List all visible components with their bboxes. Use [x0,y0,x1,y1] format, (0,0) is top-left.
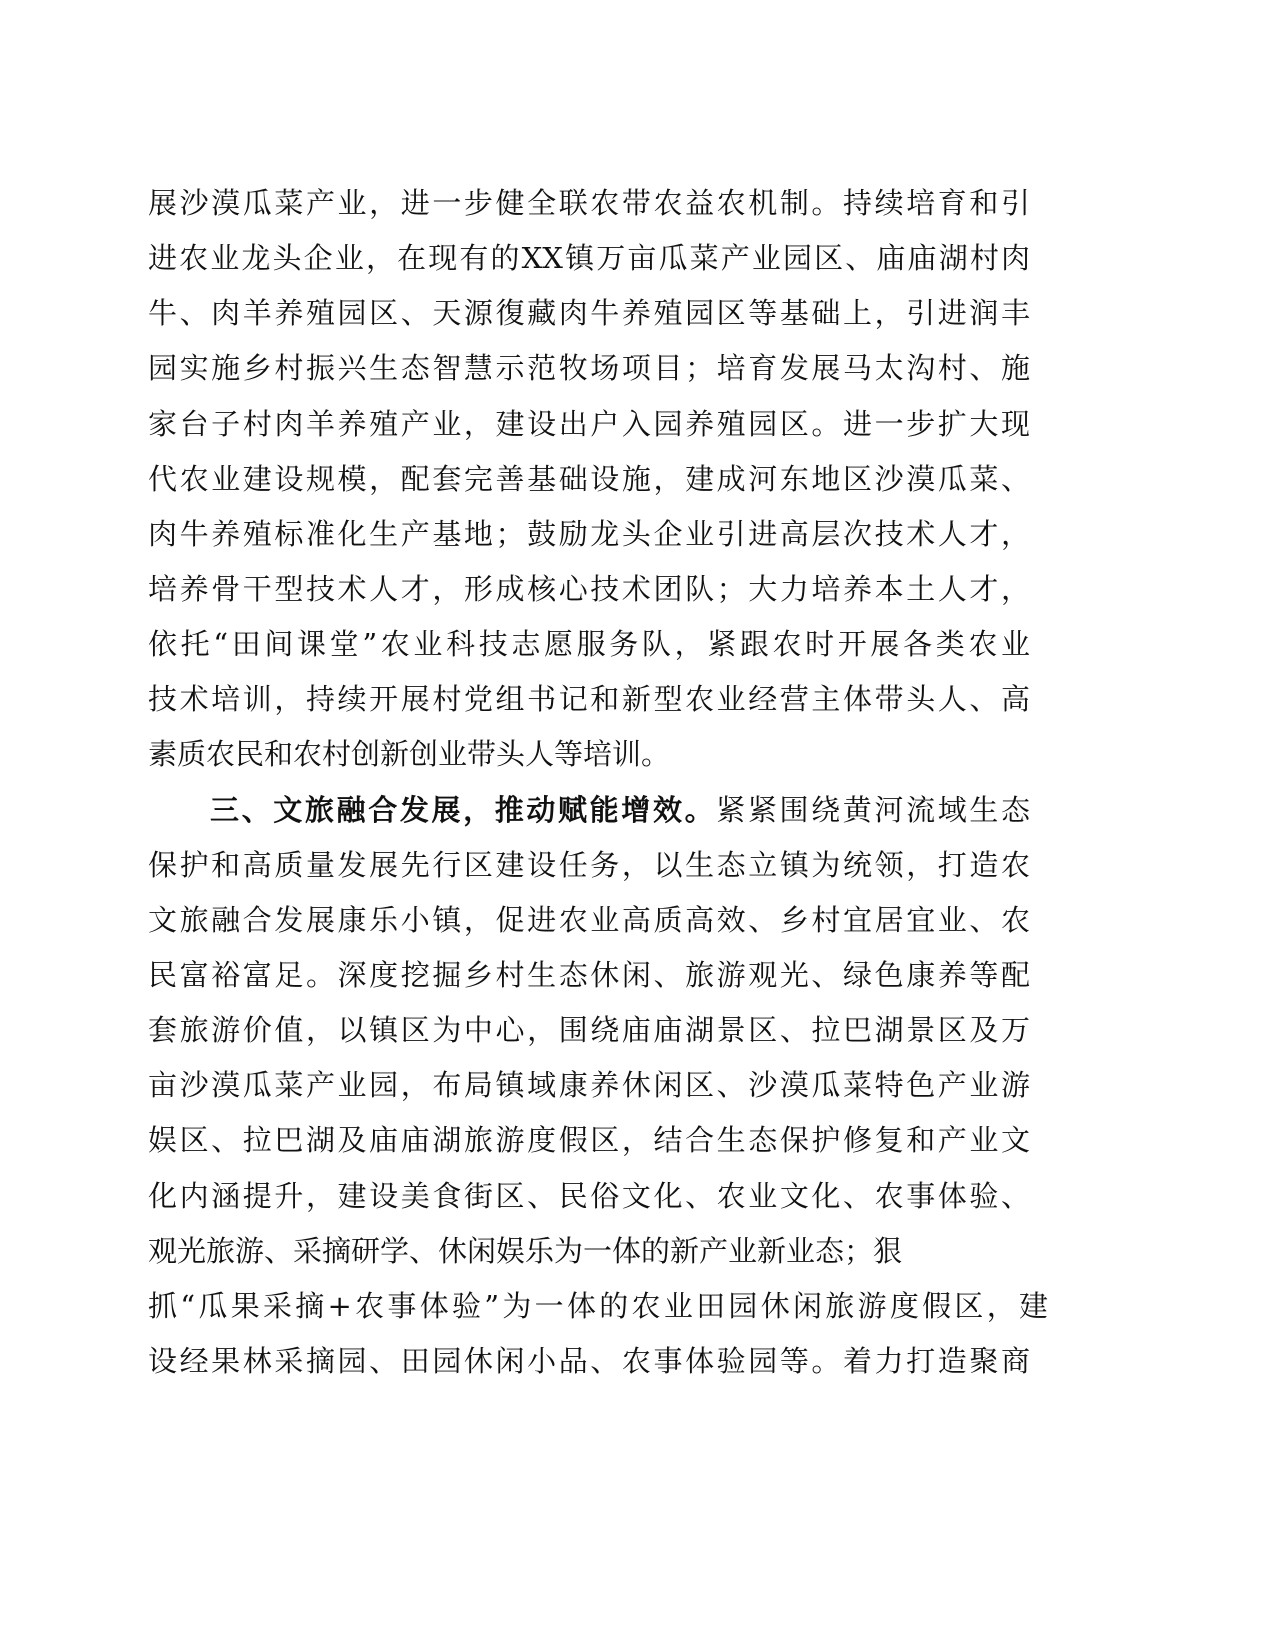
text-line: 文旅融合发展康乐小镇，促进农业高质高效、乡村宜居宜业、农 [148,902,1030,937]
text-line: 技术培训，持续开展村党组书记和新型农业经营主体带头人、高 [148,682,1030,717]
heading-rest-text: 紧紧围绕黄河流域生态 [716,792,1030,827]
text-line: 素质农民和农村创新创业带头人等培训。 [148,737,671,772]
text-line: 民富裕富足。深度挖掘乡村生态休闲、旅游观光、绿色康养等配 [148,957,1030,992]
text-line: 肉牛养殖标准化生产基地；鼓励龙头企业引进高层次技术人才， [148,516,1030,551]
text-line: 牛、肉羊养殖园区、天源復藏肉牛养殖园区等基础上，引进润丰 [148,296,1030,331]
text-line: 抓“瓜果采摘+农事体验”为一体的农业田园休闲旅游度假区，建 [148,1288,1048,1323]
text-line: 培养骨干型技术人才，形成核心技术团队；大力培养本土人才， [148,571,1030,606]
text-line: 观光旅游、采摘研学、休闲娱乐为一体的新产业新业态；狠 [148,1233,903,1268]
text-line: 代农业建设规模，配套完善基础设施，建成河东地区沙漠瓜菜、 [148,461,1030,496]
text-line: 园实施乡村振兴生态智慧示范牧场项目；培育发展马太沟村、施 [148,351,1030,386]
section-heading: 三、文旅融合发展，推动赋能增效。 [210,792,717,827]
text-line: 家台子村肉羊养殖产业，建设出户入园养殖园区。进一步扩大现 [148,406,1030,441]
text-line: 娱区、拉巴湖及庙庙湖旅游度假区，结合生态保护修复和产业文 [148,1123,1030,1158]
text-line: 保护和高质量发展先行区建设任务，以生态立镇为统领，打造农 [148,847,1030,882]
text-line: 依托“田间课堂”农业科技志愿服务队，紧跟农时开展各类农业 [148,627,1030,662]
text-line: 进农业龙头企业，在现有的XX镇万亩瓜菜产业园区、庙庙湖村肉 [148,241,1030,276]
text-line: 亩沙漠瓜菜产业园，布局镇域康养休闲区、沙漠瓜菜特色产业游 [148,1068,1030,1103]
section-heading-line [210,790,1030,830]
text-line: 设经果林采摘园、田园休闲小品、农事体验园等。着力打造聚商 [148,1343,1030,1378]
text-line: 套旅游价值，以镇区为中心，围绕庙庙湖景区、拉巴湖景区及万 [148,1013,1030,1048]
text-line: 展沙漠瓜菜产业，进一步健全联农带农益农机制。持续培育和引 [148,186,1030,220]
text-line: 化内涵提升，建设美食街区、民俗文化、农业文化、农事体验、 [148,1178,1030,1213]
